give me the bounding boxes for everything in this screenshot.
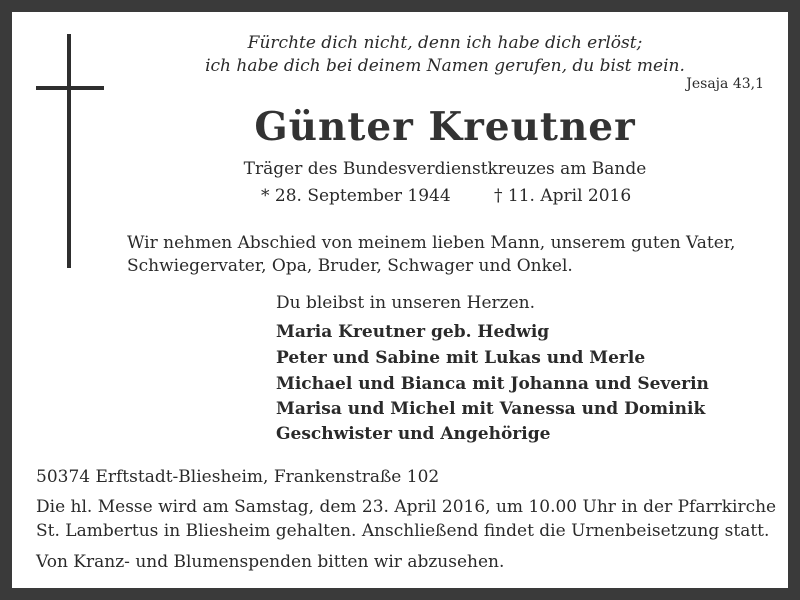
mourner-item: Michael und Bianca mit Johanna und Severin xyxy=(276,374,709,394)
bible-verse-line-1: Fürchte dich nicht, denn ich habe dich erlöst; xyxy=(247,33,643,53)
mourner-item: Maria Kreutner geb. Hedwig xyxy=(276,322,550,342)
mourner-item: Peter und Sabine mit Lukas und Merle xyxy=(276,348,646,368)
death-date: † 11. April 2016 xyxy=(494,186,632,206)
mourner-item: Marisa und Michel mit Vanessa und Dominik xyxy=(276,399,706,419)
mass-info-line-1: Die hl. Messe wird am Samstag, dem 23. April 2016, um 10.00 Uhr in der Pfarrkirche xyxy=(36,497,777,517)
bible-verse-reference: Jesaja 43,1 xyxy=(686,76,764,92)
cross-icon xyxy=(67,34,71,268)
flowers-note: Von Kranz- und Blumenspenden bitten wir abzusehen. xyxy=(36,552,505,572)
birth-date: * 28. September 1944 xyxy=(261,186,451,206)
farewell-text-line-1: Wir nehmen Abschied von meinem lieben Mann, unserem guten Vater, xyxy=(127,233,736,253)
motto: Du bleibst in unseren Herzen. xyxy=(276,293,536,313)
mass-info-line-2: St. Lambertus in Bliesheim gehalten. Anschließend findet die Urnenbeisetzung statt. xyxy=(36,521,770,541)
family-address: 50374 Erftstadt-Bliesheim, Frankenstraße 102 xyxy=(36,467,440,487)
bible-verse-line-2: ich habe dich bei deinem Namen gerufen, du bist mein. xyxy=(205,56,685,76)
deceased-honor: Träger des Bundesverdienstkreuzes am Bande xyxy=(243,159,647,179)
cross-icon-bar xyxy=(36,86,104,90)
mourner-item: Geschwister und Angehörige xyxy=(276,424,551,444)
deceased-name: Günter Kreutner xyxy=(254,104,636,150)
farewell-text-line-2: Schwiegervater, Opa, Bruder, Schwager und Onkel. xyxy=(127,256,573,276)
